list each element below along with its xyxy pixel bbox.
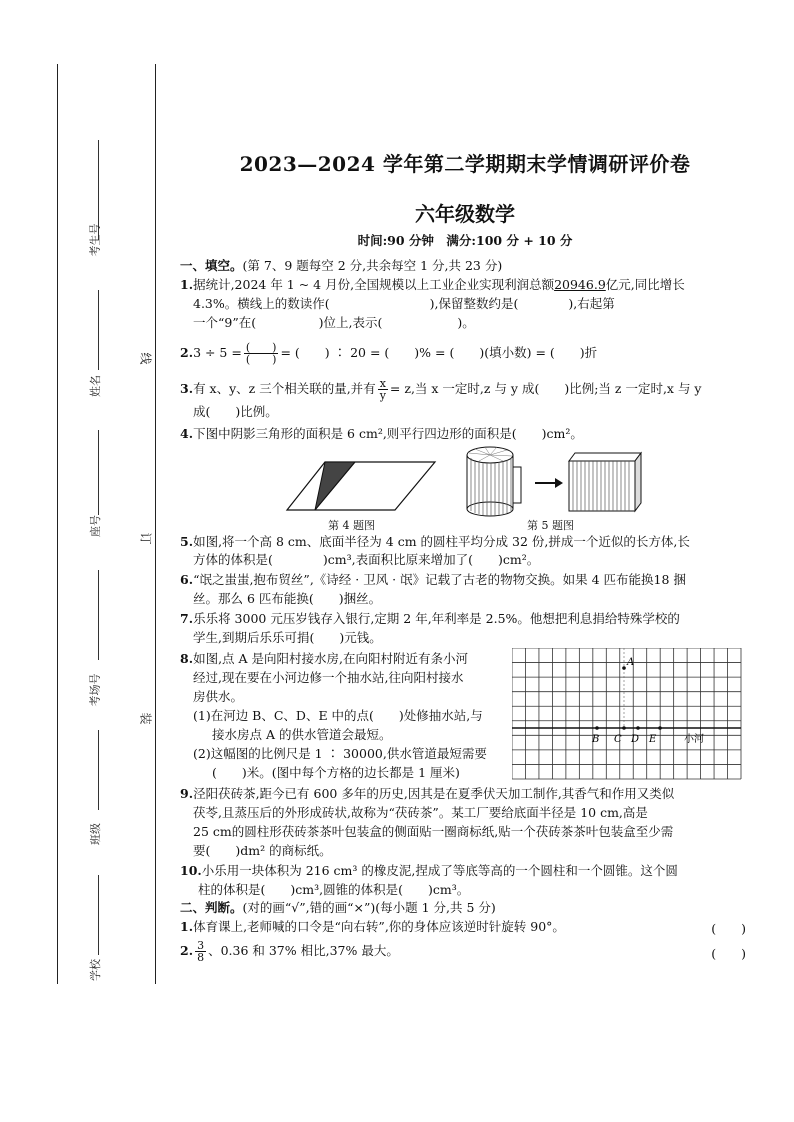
s2-q1-line — [180, 919, 745, 935]
q8-line7: ( )米。(图中每个方格的边长都是 1 厘米) — [212, 765, 460, 780]
q6-text-1: “氓之蚩蚩,抱布贸丝”,《诗经 · 卫风 · 氓》记载了古老的物物交换。如果 4 匹布能换18 捆 — [193, 572, 686, 587]
q8-text-1: 如图,点 A 是向阳村接水房,在向阳村附近有条小河 — [193, 651, 468, 666]
section2-heading-line — [180, 900, 745, 916]
blank-name — [98, 290, 99, 370]
label-d: D — [631, 734, 640, 745]
label-e: E — [649, 734, 657, 745]
q2-fraction-num: ( ) — [245, 341, 277, 354]
s2-q1-number: 1. — [180, 919, 194, 934]
q1-number: 1. — [180, 277, 194, 292]
s2-q1-text: 体育课上,老师喊的口令是“向右转”,你的身体应该逆时针旋转 90°。 — [193, 919, 565, 934]
s2-q1-answer-box[interactable]: ( ) — [711, 921, 746, 936]
exam-meta: 时间:90 分钟 满分:100 分 + 10 分 — [357, 233, 573, 248]
q1-line1 — [180, 277, 745, 293]
q6-number: 6. — [180, 572, 194, 587]
bind-mark-bind: 装 — [138, 712, 153, 725]
sidebar-bind-line — [155, 64, 156, 984]
section1-heading-line — [180, 258, 745, 274]
figure-5-cylinder-to-cuboid — [465, 445, 643, 517]
q4-number: 4. — [180, 426, 194, 441]
q8-grid-map — [512, 648, 742, 780]
q5-text-1: 如图,将一个高 8 cm、底面半径为 4 cm 的圆柱平均分成 32 份,拼成一个近似的长方体,长 — [193, 534, 690, 549]
q9-line4: 要( )dm² 的商标纸。 — [193, 843, 332, 858]
q5-line1 — [180, 534, 745, 550]
cuboid-shape — [569, 453, 641, 511]
q10-line1 — [180, 863, 745, 879]
sidebar-outer-line — [57, 64, 58, 984]
label-a: A — [627, 657, 635, 668]
q1-underlined-number: 20946.9 — [554, 277, 606, 292]
q2-line — [180, 342, 745, 365]
q4-line — [180, 426, 745, 442]
q3-fraction-num: x — [379, 377, 386, 390]
q1-text-b: 亿元,同比增长 — [605, 277, 685, 292]
s2-q2-text: 、0.36 和 37% 相比,37% 最大。 — [208, 943, 399, 958]
q7-line1 — [180, 611, 745, 627]
s2-q2-answer-box[interactable]: ( ) — [711, 946, 746, 961]
section1-heading: 一、填空。 — [180, 258, 243, 273]
q8-line3: 房供水。 — [193, 689, 244, 704]
point-a — [622, 666, 626, 670]
s2-q2-fraction — [195, 940, 206, 963]
q3-line1 — [180, 378, 745, 401]
section1-note: (第 7、9 题每空 2 分,共余每空 1 分,共 23 分) — [242, 258, 503, 273]
q7-number: 7. — [180, 611, 194, 626]
s2-q2-number: 2. — [180, 943, 194, 958]
q3-fraction-den: y — [379, 389, 386, 402]
label-b: B — [592, 734, 600, 745]
q3-line2: 成( )比例。 — [193, 404, 278, 419]
label-river: 小河 — [684, 734, 704, 745]
q9-number: 9. — [180, 786, 194, 801]
q3-fraction — [378, 378, 388, 401]
point-c — [622, 726, 626, 730]
q8-line2: 经过,现在要在小河边修一个抽水站,往向阳村接水 — [193, 670, 464, 685]
q7-text-1: 乐乐将 3000 元压岁钱存入银行,定期 2 年,年利率是 2.5%。他想把利息捐给特殊学校的 — [193, 611, 680, 626]
q1-line3: 一个“9”在( )位上,表示( )。 — [193, 315, 475, 330]
q1-line2: 4.3%。横线上的数读作( ),保留整数约是( ),右起第 — [193, 296, 615, 311]
label-exam-room: 考场号 — [88, 673, 102, 707]
q8-number: 8. — [180, 651, 194, 666]
q7-line2: 学生,到期后乐乐可捐( )元钱。 — [193, 630, 382, 645]
q9-line3: 25 cm的圆柱形茯砖茶茶叶包装盒的侧面贴一圈商标纸,贴一个茯砖茶茶叶包装盒至少需 — [193, 824, 674, 839]
blank-school — [98, 875, 99, 955]
section2-heading: 二、判断。 — [180, 900, 243, 915]
q5-number: 5. — [180, 534, 194, 549]
q2-text-a: 3 ÷ 5 = — [193, 345, 242, 360]
point-e — [658, 726, 662, 730]
bind-mark-staple: 订 — [138, 532, 153, 545]
q2-number: 2. — [180, 345, 194, 360]
s2-q2-line — [180, 940, 745, 963]
label-class: 班级 — [89, 823, 102, 845]
q3-text-a: 有 x、y、z 三个相关联的量,并有 — [193, 381, 376, 396]
q10-line2: 柱的体积是( )cm³,圆锥的体积是( )cm³。 — [198, 882, 470, 897]
q2-fraction-den: ( ) — [245, 353, 277, 366]
label-exam-number: 考生号 — [88, 223, 102, 257]
blank-exam-room — [98, 570, 99, 660]
q2-fraction — [244, 342, 279, 365]
label-name: 姓名 — [89, 375, 102, 397]
q8-line5: 接水房点 A 的供水管道会最短。 — [212, 727, 392, 742]
point-d — [636, 726, 640, 730]
point-b — [595, 726, 599, 730]
cylinder-shape — [467, 447, 521, 516]
label-school: 学校 — [89, 959, 102, 981]
blank-seat — [98, 430, 99, 515]
arrow-icon — [535, 478, 563, 488]
figure-4-caption: 第 4 题图 — [328, 519, 375, 532]
blank-class — [98, 730, 99, 810]
q6-line1 — [180, 572, 745, 588]
q3-number: 3. — [180, 381, 194, 396]
bind-mark-line: 线 — [138, 352, 153, 365]
q8-line4: (1)在河边 B、C、D、E 中的点( )处修抽水站,与 — [193, 708, 483, 723]
figure-4-parallelogram — [285, 458, 437, 514]
q9-text-1: 泾阳茯砖茶,距今已有 600 多年的历史,因其是在夏季伏天加工制作,其香气和作用又类似 — [193, 786, 675, 801]
parallelogram-outline — [287, 462, 435, 510]
q8-line6: (2)这幅图的比例尺是 1 ∶ 30000,供水管道最短需要 — [193, 746, 487, 761]
label-c: C — [614, 734, 622, 745]
q4-text: 下图中阴影三角形的面积是 6 cm²,则平行四边形的面积是( )cm²。 — [193, 426, 583, 441]
q5-line2: 方体的体积是( )cm³,表面积比原来增加了( )cm²。 — [193, 552, 540, 567]
s2-q2-fraction-num: 3 — [197, 939, 205, 952]
q10-text-1: 小乐用一块体积为 216 cm³ 的橡皮泥,捏成了等底等高的一个圆柱和一个圆锥。这个圆 — [201, 863, 678, 878]
figure-5-caption: 第 5 题图 — [527, 519, 574, 532]
q9-line1 — [180, 786, 745, 802]
section2-note: (对的画“√”,错的画“×”)(每小题 1 分,共 5 分) — [242, 900, 496, 915]
s2-q2-fraction-den: 8 — [197, 951, 205, 964]
q1-text-a: 据统计,2024 年 1 ~ 4 月份,全国规模以上工业企业实现利润总额 — [193, 277, 555, 292]
exam-title: 2023—2024 学年第二学期期末学情调研评价卷 — [239, 152, 691, 176]
q10-number: 10. — [180, 863, 202, 878]
label-seat: 座号 — [89, 515, 102, 537]
exam-subtitle: 六年级数学 — [415, 202, 515, 226]
q2-text-b: = ( ) ∶ 20 = ( )% = ( )(填小数) = ( )折 — [280, 345, 598, 360]
q9-line2: 茯苓,且蒸压后的外形成砖状,故称为“茯砖茶”。某工厂要给底面半径是 10 cm,高是 — [193, 805, 648, 820]
q3-text-b: = z,当 x 一定时,z 与 y 成( )比例;当 z 一定时,x 与 y — [389, 381, 702, 396]
q6-line2: 丝。那么 6 匹布能换( )捆丝。 — [193, 591, 382, 606]
